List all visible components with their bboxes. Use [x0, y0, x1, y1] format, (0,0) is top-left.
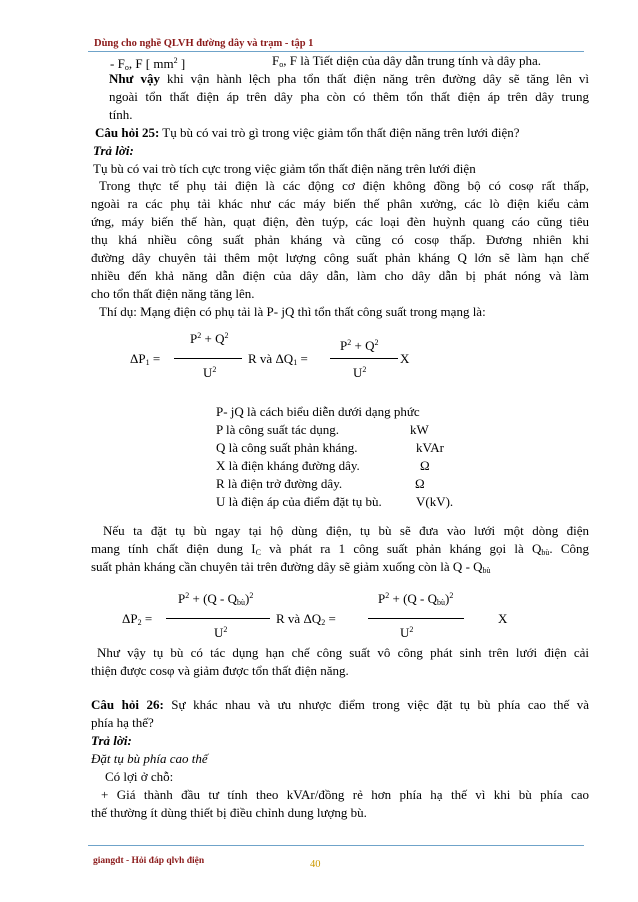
- example-line: Thí dụ: Mạng điện có phụ tải là P- jQ thì tổn thất công suất trong mạng là:: [99, 304, 486, 319]
- subheading: Đặt tụ bù phía cao thế: [91, 751, 208, 766]
- formula-2-numerator-2: $P^2 + (Q - Q_{bù})^2$: [378, 591, 454, 607]
- answer-label: Trả lời:: [93, 143, 134, 158]
- legend-unit: Ω: [415, 476, 425, 491]
- paragraph-line: thụ khá nhiều công suất phản kháng và cũng có cosφ thấp. Đương nhiên khi: [91, 232, 589, 247]
- paragraph-line: Tụ bù có vai trò tích cực trong việc giảm tổn thất điện năng trên lưới điện: [93, 161, 476, 176]
- answer-label: Trả lời:: [91, 733, 132, 748]
- formula-1-tail: X: [400, 351, 410, 366]
- formula-1-denominator: $U^2$: [203, 365, 217, 380]
- paragraph-line: phía hạ thế?: [91, 715, 154, 730]
- paragraph-line: tính.: [109, 107, 133, 122]
- fraction-bar: [368, 618, 464, 619]
- legend-row: P- jQ là cách biểu diễn dưới dạng phức: [216, 404, 420, 419]
- paragraph-line: cho tổn thất điện năng tăng lên.: [91, 286, 255, 301]
- paragraph-line: ứng, máy biến thế hàn, quạt điện, đèn tuýp, các loại đèn huỳnh quang cáo cũng tiêu: [91, 214, 589, 229]
- fraction-bar: [166, 618, 270, 619]
- legend-row: R là điện trở đường dây.: [216, 476, 343, 491]
- legend-row: U là điện áp của điểm đặt tụ bù.: [216, 494, 382, 509]
- paragraph-line: Như vậy khi vận hành lệch pha tổn thất điện năng trên đường dây sẽ tăng lên vì: [109, 71, 590, 86]
- definition-line: - $F_o$, F [ $mm^2$ ]: [110, 56, 186, 72]
- formula-1-lhs: $\Delta P_1$ =: [130, 351, 161, 367]
- paragraph-line: mang tính chất điện dung $I_C$ và phát ra 1 công suất phản kháng gọi là $Q_{bù}$. Công: [91, 541, 590, 557]
- legend-unit: kVAr: [416, 440, 444, 455]
- legend-row: X là điện kháng đường dây.: [216, 458, 360, 473]
- legend-unit: kW: [410, 422, 429, 437]
- paragraph-line: ngoài ra các phụ tải khác như các máy biến thế phân xưởng, các lò điện kiểu cảm: [91, 196, 589, 211]
- paragraph-line: + Giá thành đầu tư tính theo kVAr/đồng rẻ hơn phía hạ thế vì khi bù phía cao: [101, 787, 589, 802]
- question-26: Câu hỏi 26: Sự khác nhau và ưu nhược điểm trong việc đặt tụ bù phía cao thế và: [91, 697, 590, 712]
- running-header: Dùng cho nghề QLVH đường dây và trạm - tập 1: [94, 38, 314, 49]
- paragraph-line: Có lợi ở chỗ:: [105, 769, 174, 784]
- paragraph-line: nhiều đến khả năng dẫn điện của dây dẫn, làm cho dây dẫn bị phát nóng và làm: [91, 268, 589, 283]
- formula-1-numerator-2: $P^2 + Q^2$: [340, 338, 379, 353]
- header-rule: [88, 51, 584, 52]
- formula-2-lhs: $\Delta P_2$ =: [122, 611, 153, 627]
- paragraph-line: ngoài tổn thất điện áp trên dây pha còn có thêm tổn thất điện áp trên dây trung: [109, 89, 589, 104]
- paragraph-line: thế thường ít dùng thiết bị điều chỉnh dung lượng bù.: [91, 805, 367, 820]
- legend-unit: V(kV).: [416, 494, 454, 509]
- formula-2-denominator: $U^2$: [214, 625, 228, 640]
- legend-row: P là công suất tác dụng.: [216, 422, 339, 437]
- formula-2-numerator: $P^2 + (Q - Q_{bù})^2$: [178, 591, 254, 607]
- formula-1-numerator: $P^2 + Q^2$: [190, 331, 229, 346]
- formula-1-denominator-2: $U^2$: [353, 365, 367, 380]
- paragraph-line: Như vậy tụ bù có tác dụng hạn chế công suất vô công phát sinh trên lưới điện cải: [97, 645, 589, 660]
- paragraph-line: thiện được cosφ và giảm được tổn thất điện năng.: [91, 663, 349, 678]
- footer-text: giangdt - Hỏi đáp qlvh điện: [93, 856, 205, 866]
- formula-2-mid: R và $\Delta Q_2$ =: [276, 611, 336, 627]
- definition-text: $F_o$, F là Tiết diện của dây dẫn trung tính và dây pha.: [272, 53, 542, 69]
- paragraph-line: suất phản kháng cần chuyên tải trên đường dây sẽ giảm xuống còn là Q - $Q_{bù}$: [91, 559, 491, 575]
- paragraph-line: đường dây chuyên tải thêm một lượng công suất phản kháng Q lớn sẽ làm hạn chế: [91, 250, 589, 265]
- formula-2-tail: X: [498, 611, 508, 626]
- fraction-bar: [330, 358, 398, 359]
- page-number: 40: [310, 859, 321, 870]
- legend-unit: Ω: [420, 458, 430, 473]
- legend-row: Q là công suất phản kháng.: [216, 440, 358, 455]
- formula-2-denominator-2: $U^2$: [400, 625, 414, 640]
- fraction-bar: [174, 358, 242, 359]
- paragraph-line: Nếu ta đặt tụ bù ngay tại hộ dùng điện, tụ bù sẽ đưa vào lưới một dòng điện: [103, 523, 589, 538]
- footer-rule: [88, 845, 584, 846]
- question-25: Câu hỏi 25: Tụ bù có vai trò gì trong việc giảm tổn thất điện năng trên lưới điện?: [95, 125, 520, 140]
- formula-1-mid: R và $\Delta Q_1$ =: [248, 351, 308, 367]
- paragraph-line: Trong thực tế phụ tải điện là các động cơ điện không đồng bộ có cosφ rất thấp,: [99, 178, 589, 193]
